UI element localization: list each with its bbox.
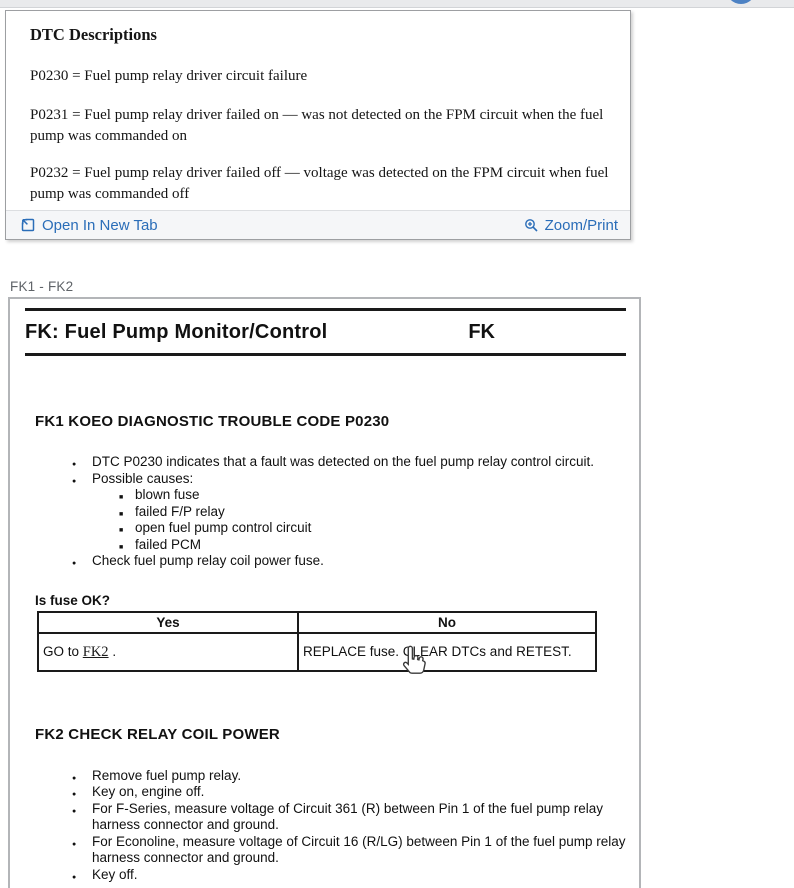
dtc-paragraph-p0231: P0231 = Fuel pump relay driver failed on — was not detected on the FPM circuit when the fuel pump was commanded on	[30, 106, 604, 144]
header-rule-bottom	[25, 353, 626, 356]
yes-column-header: Yes	[38, 612, 298, 633]
document-code: FK	[468, 321, 495, 343]
fk2-bullet-list	[25, 768, 626, 884]
fk2-link[interactable]: FK2	[82, 643, 109, 660]
no-action-cell: REPLACE fuse. CLEAR DTCs and RETEST.	[298, 633, 596, 671]
list-item-cause: ■ open fuel pump control circuit	[25, 520, 626, 537]
yes-action-suffix: .	[108, 643, 117, 659]
list-item: ● For Econoline, measure voltage of Circuit 16 (R/LG) between Pin 1 of the fuel pump relay harness connector and ground.	[25, 834, 626, 867]
dtc-card-footer	[6, 210, 630, 239]
fk1-bullet-list	[25, 454, 626, 570]
list-item: ● For F-Series, measure voltage of Circuit 361 (R) between Pin 1 of the fuel pump relay harness connector and ground.	[25, 801, 626, 834]
list-item: ● Key off.	[25, 867, 626, 884]
procedure-document-frame[interactable]	[8, 297, 641, 888]
list-item-cause: ■ failed F/P relay	[25, 504, 626, 521]
scroll-to-top-button[interactable]	[726, 0, 756, 4]
dtc-paragraph-p0230: P0230 = Fuel pump relay driver circuit failure	[30, 68, 308, 84]
dtc-card-title: DTC Descriptions	[30, 25, 157, 44]
yes-action-cell	[38, 633, 298, 671]
document-content	[10, 299, 639, 883]
list-item: ● DTC P0230 indicates that a fault was detected on the fuel pump relay control circuit.	[25, 454, 626, 471]
decision-table	[37, 611, 597, 672]
fk1-step-heading: FK1 KOEO DIAGNOSTIC TROUBLE CODE P0230	[35, 413, 390, 430]
document-header	[25, 311, 626, 353]
dtc-paragraph-p0232: P0232 = Fuel pump relay driver failed off — voltage was detected on the FPM circuit when fuel pump was commanded off	[30, 164, 609, 202]
list-item-cause: ■ blown fuse	[25, 487, 626, 504]
list-item: ● Remove fuel pump relay.	[25, 768, 626, 785]
zoom-print-link[interactable]	[524, 217, 618, 234]
dtc-descriptions-card	[5, 10, 631, 240]
top-scroll-strip	[0, 0, 794, 8]
dtc-card-body	[6, 11, 630, 206]
decision-table-header-row	[38, 612, 596, 633]
document-range-label: FK1 - FK2	[10, 279, 74, 294]
hand-pointer-cursor	[400, 645, 428, 677]
no-column-header: No	[298, 612, 596, 633]
magnifier-plus-icon	[524, 218, 539, 233]
open-in-new-tab-icon	[20, 217, 36, 233]
open-in-new-tab-label: Open In New Tab	[42, 216, 158, 234]
list-item: ● Key on, engine off.	[25, 784, 626, 801]
list-item-cause: ■ failed PCM	[25, 537, 626, 554]
document-title: FK: Fuel Pump Monitor/Control	[25, 321, 328, 343]
list-item: ● Check fuel pump relay coil power fuse.	[25, 553, 626, 570]
decision-table-row	[38, 633, 596, 671]
open-in-new-tab-link[interactable]	[20, 217, 158, 234]
fk2-step-heading: FK2 CHECK RELAY COIL POWER	[35, 725, 280, 743]
decision-question: Is fuse OK?	[35, 592, 111, 608]
list-item: ● Possible causes:	[25, 471, 626, 488]
yes-action-prefix: GO to	[43, 643, 83, 659]
zoom-print-label: Zoom/Print	[544, 216, 618, 234]
